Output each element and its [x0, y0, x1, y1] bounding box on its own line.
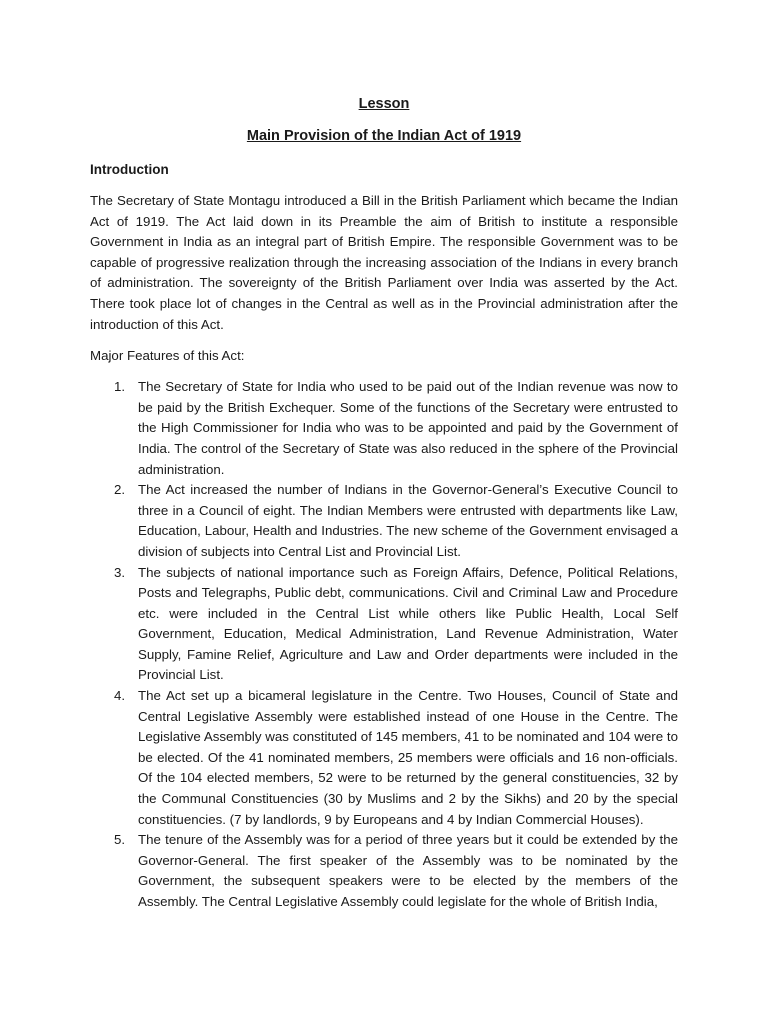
list-item-text: The tenure of the Assembly was for a period of three years but it could be extended by the Governor-General. The first speaker of the Assembly was to be nominated by the Government, the subsequent speakers were to be elected by the members of the Assembly. The Central Legislative Assembly could legislate for the whole of British India, — [138, 832, 678, 909]
list-item-text: The subjects of national importance such as Foreign Affairs, Defence, Political Relations, Posts and Telegraphs, Public debt, communications. Civil and Criminal Law and Procedure etc. were included in the Central List while others like Public Health, Local Self Government, Education, Medical Administration, Land Revenue Administration, Water Supply, Famine Relief, Agriculture and Law and Order departments were included in the Provincial List. — [138, 564, 678, 683]
introduction-paragraph: The Secretary of State Montagu introduced a Bill in the British Parliament which became the Indian Act of 1919. The Act laid down in its Preamble the aim of British to institute a responsible Government in India as an integral part of British Empire. The responsible Government was to be capable of progressive realization through the increasing association of the Indians in every branch of administration. The sovereignty of the British Parliament over India was asserted by the Act. There took place lot of changes in the Central as well as in the Provincial administration after the introduction of this Act. — [90, 193, 678, 332]
features-list — [90, 377, 678, 912]
list-item-text: The Secretary of State for India who used to be paid out of the Indian revenue was now to be paid by the British Exchequer. Some of the functions of the Secretary were entrusted to the High Commissioner for India who was to be appointed and paid by the Government of India. The control of the Secretary of State was also reduced in the sphere of the Provincial administration. — [138, 379, 678, 477]
introduction-heading: Introduction — [90, 162, 169, 177]
features-label: Major Features of this Act: — [90, 348, 245, 364]
list-item-text: The Act set up a bicameral legislature in the Centre. Two Houses, Council of State and Central Legislative Assembly were established instead of one House in the Centre. The Legislative Assembly was constituted of 145 members, 41 to be nominated and 104 were to be elected. Of the 41 nominated members, 25 members were officials and 16 non-officials. Of the 104 elected members, 52 were to be returned by the general constituencies, 32 by the Communal Constituencies (30 by Muslims and 2 by the Sikhs) and 20 by the special constituencies. (7 by landlords, 9 by Europeans and 4 by Indian Commercial Houses). — [138, 688, 678, 827]
list-item — [90, 480, 678, 562]
list-item-number: 5. — [114, 832, 126, 848]
lesson-title: Lesson — [358, 96, 410, 112]
list-item-number: 3. — [114, 564, 126, 580]
list-item-number: 4. — [114, 688, 126, 704]
list-item — [90, 563, 678, 687]
list-item — [90, 377, 678, 480]
list-item-number: 2. — [114, 482, 126, 498]
list-item — [90, 686, 678, 830]
list-item-number: 1. — [114, 379, 126, 395]
list-item — [90, 830, 678, 912]
list-item-text: The Act increased the number of Indians in the Governor-General’s Executive Council to three in a Council of eight. The Indian Members were entrusted with departments like Law, Education, Labour, Health and Industries. The new scheme of the Government envisaged a division of subjects into Central List and Provincial List. — [138, 482, 678, 559]
main-title: Main Provision of the Indian Act of 1919 — [246, 128, 522, 144]
